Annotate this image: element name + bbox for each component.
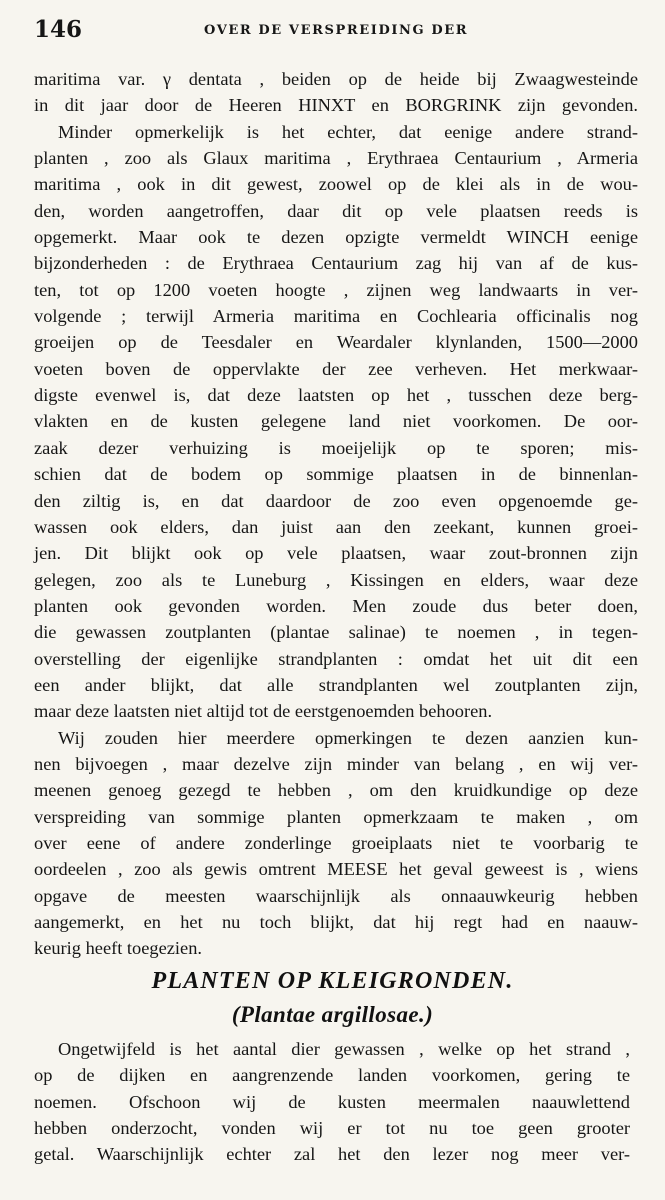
text-line: die gewassen zoutplanten (plantae salinae) te noemen , in tegen-: [34, 622, 638, 643]
text-line: meenen genoeg gezegd te hebben , om den kruidkundige op deze: [34, 780, 638, 801]
page-number: 146: [34, 16, 83, 43]
text-line: Wij zouden hier meerdere opmerkingen te dezen aanzien kun-: [58, 727, 638, 748]
text-line: maritima var. γ dentata , beiden op de heide bij Zwaagwesteinde: [34, 69, 638, 89]
text-line: opgave de meesten waarschijnlijk als onnaauwkeurig hebben: [34, 885, 638, 906]
section-body-text: [34, 1036, 630, 1168]
text-line: groeijen op de Teesdaler en Weardaler klynlanden, 1500—2000: [34, 332, 638, 353]
text-line: getal. Waarschijnlijk echter zal het den lezer nog meer ver-: [34, 1144, 630, 1165]
running-head: [34, 16, 637, 48]
text-line: oordeelen , zoo als gewis omtrent MEESE het geval geweest is , wiens: [34, 859, 638, 880]
text-line: Ongetwijfeld is het aantal dier gewassen , welke op het strand ,: [58, 1039, 630, 1059]
text-line: over eene of andere zonderlinge groeiplaats niet te voorbarig te: [34, 832, 638, 853]
text-line: maritima , ook in dit gewest, zoowel op de klei als in de wou-: [34, 174, 638, 195]
text-line: zaak dezer verhuizing is moeijelijk op te sporen; mis-: [34, 437, 638, 458]
text-line: gelegen, zoo als te Luneburg , Kissingen en elders, waar deze: [34, 569, 638, 590]
text-line: schien dat de bodem op sommige plaatsen in de binnenlan-: [34, 464, 638, 485]
text-line: bijzonderheden : de Erythraea Centaurium zag hij van af de kus-: [34, 253, 638, 274]
section-subtitle: (Plantae argillosae.): [231, 1002, 434, 1027]
text-line: opgemerkt. Maar ook te dezen opzigte vermeldt WINCH eenige: [34, 227, 638, 248]
body-text: [34, 66, 638, 962]
text-line: aangemerkt, en het nu toch blijkt, dat hij regt had en naauw-: [34, 912, 638, 932]
text-line: op de dijken en aangrenzende landen voorkomen, gering te: [34, 1065, 630, 1086]
text-line: verspreiding van sommige planten opmerkzaam te maken , om: [34, 806, 638, 827]
text-line: een ander blijkt, dat alle strandplanten wel zoutplanten zijn,: [34, 674, 638, 695]
running-title: OVER DE VERSPREIDING DER: [204, 23, 469, 38]
text-line: Minder opmerkelijk is het echter, dat eenige andere strand-: [58, 121, 638, 142]
text-line: ten, tot op 1200 voeten hoogte , zijnen weg landwaarts in ver-: [34, 279, 638, 300]
text-line: in dit jaar door de Heeren HINXT en BORGRINK zijn gevonden.: [34, 95, 638, 116]
text-line: planten ook gevonden worden. Men zoude dus beter doen,: [34, 595, 638, 616]
text-line: wassen ook elders, dan juist aan den zeekant, kunnen groei-: [34, 516, 638, 537]
text-line: keurig heeft toegezien.: [34, 938, 202, 959]
text-line: maar deze laatsten niet altijd tot de eerstgenoemden behooren.: [34, 701, 493, 722]
text-line: jen. Dit blijkt ook op vele plaatsen, waar zout-bronnen zijn: [34, 543, 638, 564]
text-line: overstelling der eigenlijke strandplanten : omdat het uit dit een: [34, 648, 638, 669]
section-title: PLANTEN OP KLEIGRONDEN.: [151, 968, 514, 994]
text-line: noemen. Ofschoon wij de kusten meermalen naauwlettend: [34, 1091, 630, 1112]
text-line: hebben onderzocht, vonden wij er tot nu toe geen grooter: [34, 1118, 630, 1139]
text-line: voeten boven de oppervlakte der zee verheven. Het merkwaar-: [34, 358, 638, 379]
text-line: nen bijvoegen , maar dezelve zijn minder van belang , en wij ver-: [34, 753, 638, 774]
text-line: digste evenwel is, dat deze laatsten op het , tusschen deze berg-: [34, 385, 638, 406]
text-line: volgende ; terwijl Armeria maritima en Cochlearia officinalis nog: [34, 306, 638, 327]
text-line: planten , zoo als Glaux maritima , Erythraea Centaurium , Armeria: [34, 148, 638, 169]
text-line: den ziltig is, en dat daardoor de zoo even opgenoemde ge-: [34, 490, 638, 511]
text-line: vlakten en de kusten gelegene land niet voorkomen. De oor-: [34, 411, 638, 432]
text-line: den, worden aangetroffen, daar dit op vele plaatsen reeds is: [34, 200, 638, 221]
